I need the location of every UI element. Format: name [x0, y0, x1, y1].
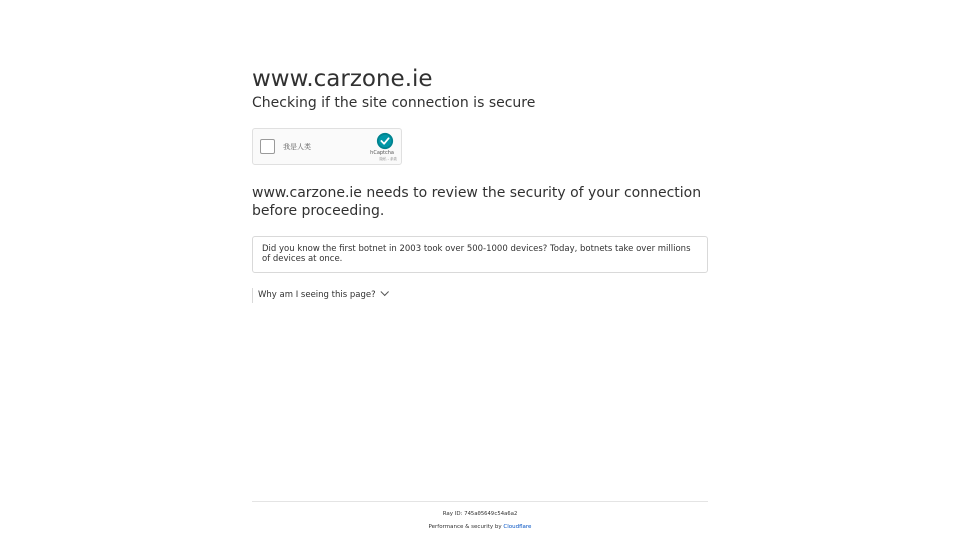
performance-label: Performance & security by	[428, 524, 502, 530]
captcha-label: 我是人类	[283, 143, 311, 151]
botnet-fact-box	[252, 236, 708, 273]
hcaptcha-widget[interactable]	[252, 128, 402, 165]
captcha-privacy-link[interactable]: 隐私	[379, 157, 387, 161]
page-subtitle: Checking if the site connection is secure	[252, 95, 536, 111]
chevron-down-icon	[380, 288, 388, 296]
ray-id-label: Ray ID:	[442, 511, 463, 517]
performance-security-line	[0, 523, 960, 531]
captcha-brand: hCaptcha	[370, 150, 394, 156]
why-seeing-page-label: Why am I seeing this page?	[258, 290, 376, 300]
botnet-fact-text: Did you know the first botnet in 2003 took over 500-1000 devices? Today, botnets take over millions of devices at once.	[262, 244, 691, 264]
page-title: www.carzone.ie	[252, 66, 433, 92]
hcaptcha-logo-icon	[376, 132, 394, 150]
captcha-link-separator: -	[386, 157, 390, 161]
ray-id-value: 745a05649c54a6a2	[464, 511, 518, 517]
cloudflare-link[interactable]: Cloudflare	[503, 524, 532, 530]
security-review-text: www.carzone.ie needs to review the security of your connection before proceeding.	[252, 185, 702, 219]
footer-divider	[252, 501, 708, 502]
captcha-links	[380, 157, 398, 162]
why-seeing-page-toggle[interactable]	[252, 288, 387, 303]
captcha-checkbox[interactable]	[260, 139, 275, 154]
captcha-terms-link[interactable]: 条款	[390, 157, 397, 161]
ray-id-line	[0, 510, 960, 518]
